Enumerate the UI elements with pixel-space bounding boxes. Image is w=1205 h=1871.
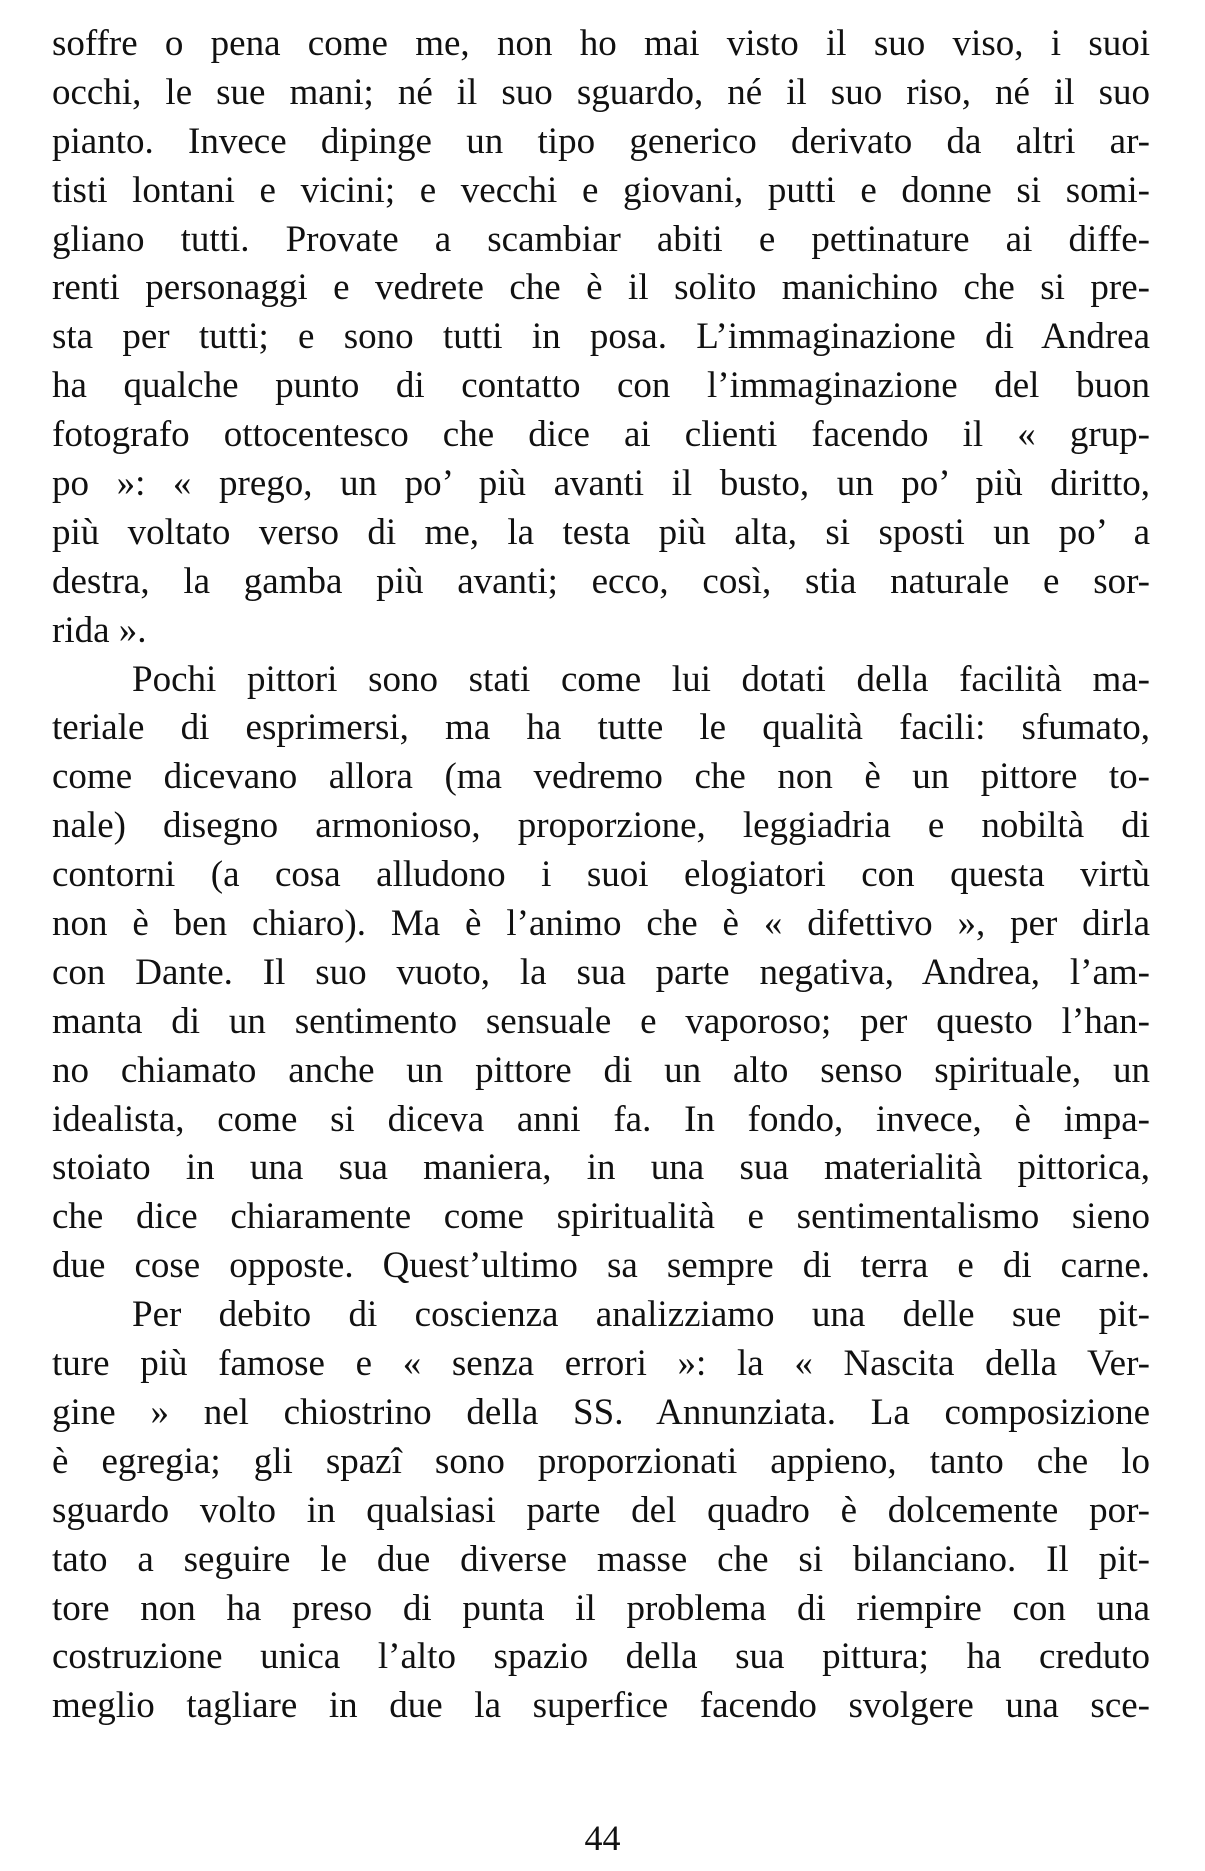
text-line: due cose opposte. Quest’ultimo sa sempre di terra e di carne. [52,1245,1150,1287]
text-line: tore non ha preso di punta il problema di riempire con una [52,1587,1150,1629]
text-line: costruzione unica l’alto spazio della sua pittura; ha creduto [52,1636,1150,1678]
text-line: rida ». [52,609,147,651]
text-line: più voltato verso di me, la testa più alta, si sposti un po’ a [52,511,1150,553]
text-line: no chiamato anche un pittore di un alto senso spirituale, un [52,1049,1150,1091]
text-line: ha qualche punto di contatto con l’immaginazione del buon [52,365,1150,407]
text-line: nale) disegno armonioso, proporzione, leggiadria e nobiltà di [52,805,1150,847]
paragraph-first-line: Per debito di coscienza analizziamo una delle sue pit- [132,1294,1150,1336]
text-line: come dicevano allora (ma vedremo che non è un pittore to- [52,756,1150,798]
text-line: renti personaggi e vedrete che è il solito manichino che si pre- [52,267,1150,309]
text-line: gliano tutti. Provate a scambiar abiti e pettinature ai diffe- [52,218,1150,260]
text-line: contorni (a cosa alludono i suoi elogiatori con questa virtù [52,854,1150,896]
text-line: tato a seguire le due diverse masse che si bilanciano. Il pit- [52,1538,1150,1580]
text-line: non è ben chiaro). Ma è l’animo che è « difettivo », per dirla [52,903,1150,945]
text-line: manta di un sentimento sensuale e vaporoso; per questo l’han- [52,1000,1150,1042]
text-line: meglio tagliare in due la superfice facendo svolgere una sce- [52,1685,1150,1727]
text-line: ture più famose e « senza errori »: la « Nascita della Ver- [52,1343,1150,1385]
paragraph-first-line: Pochi pittori sono stati come lui dotati della facilità ma- [132,658,1150,700]
text-line: idealista, come si diceva anni fa. In fondo, invece, è impa- [52,1098,1150,1140]
text-line: stoiato in una sua maniera, in una sua materialità pittorica, [52,1147,1150,1189]
text-line: teriale di esprimersi, ma ha tutte le qualità facili: sfumato, [52,707,1150,749]
text-line: fotografo ottocentesco che dice ai clienti facendo il « grup- [52,414,1150,456]
text-line: che dice chiaramente come spiritualità e sentimentalismo sieno [52,1196,1150,1238]
page-number: 44 [584,1818,621,1858]
text-line: è egregia; gli spazî sono proporzionati appieno, tanto che lo [52,1440,1150,1482]
body-text [52,20,1150,1731]
text-line: tisti lontani e vicini; e vecchi e giovani, putti e donne si somi- [52,169,1150,211]
text-line: occhi, le sue mani; né il suo sguardo, né il suo riso, né il suo [52,71,1150,113]
text-line: sta per tutti; e sono tutti in posa. L’immaginazione di Andrea [52,316,1150,358]
text-line: soffre o pena come me, non ho mai visto il suo viso, i suoi [52,23,1150,64]
text-line: po »: « prego, un po’ più avanti il busto, un po’ più diritto, [52,463,1150,505]
text-line: pianto. Invece dipinge un tipo generico derivato da altri ar- [52,120,1150,162]
text-line: gine » nel chiostrino della SS. Annunziata. La composizione [52,1391,1150,1433]
text-line: sguardo volto in qualsiasi parte del quadro è dolcemente por- [52,1489,1150,1531]
text-line: destra, la gamba più avanti; ecco, così, stia naturale e sor- [52,560,1150,602]
text-line: con Dante. Il suo vuoto, la sua parte negativa, Andrea, l’am- [52,951,1150,993]
